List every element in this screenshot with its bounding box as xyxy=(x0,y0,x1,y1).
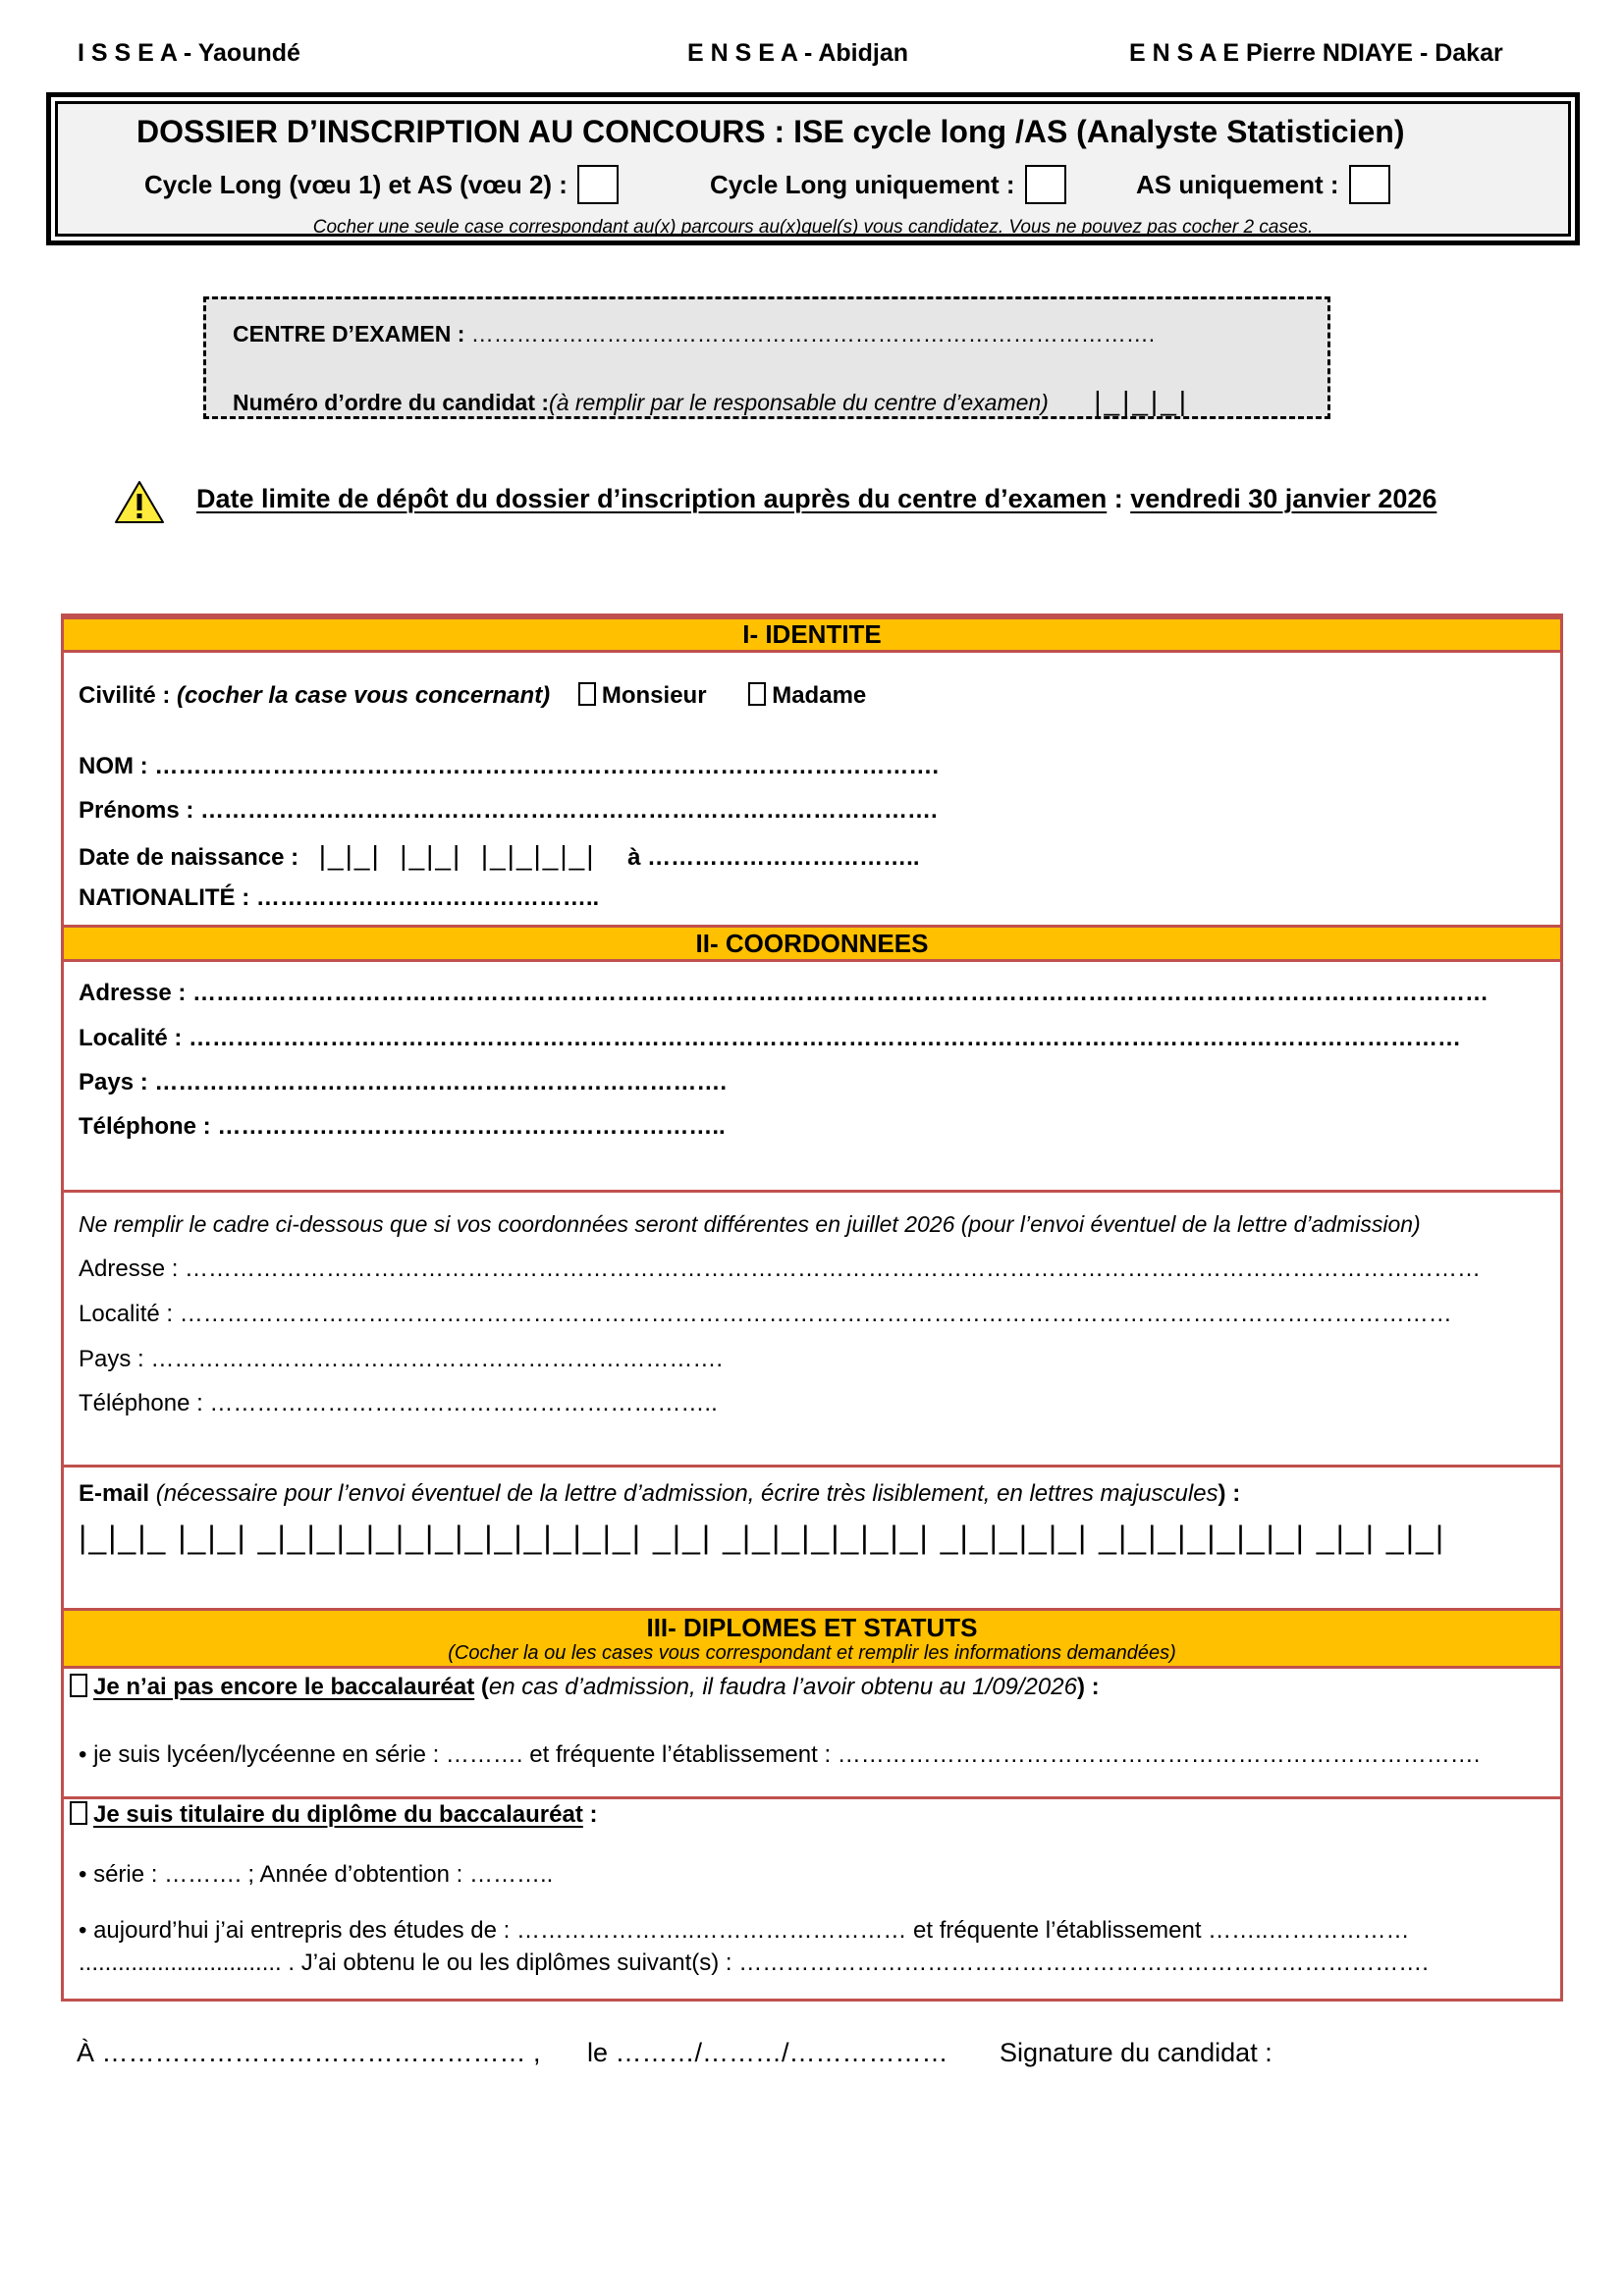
civilite-label: Civilité : xyxy=(79,682,178,709)
email-note: (nécessaire pour l’envoi éventuel de la lettre d’admission, écrire très lisiblement, en lettres majuscules xyxy=(149,1480,1218,1507)
order-number-label: Numéro d’ordre du candidat : xyxy=(233,390,550,415)
deadline-notice xyxy=(196,484,1436,514)
divider xyxy=(64,1190,1560,1193)
deadline-date: vendredi 30 janvier 2026 xyxy=(1130,484,1437,513)
adresse-field[interactable]: Adresse : ………………………………………………………………………………………………………………………………………………… xyxy=(79,980,1489,1006)
institution-issea: I S S E A - Yaoundé xyxy=(78,39,300,67)
nationalite-field[interactable]: NATIONALITÉ : …………………………………….. xyxy=(79,884,600,911)
bac-label: Je suis titulaire du diplôme du baccalauréat xyxy=(93,1801,583,1828)
option-checkbox-cycle-long-only[interactable] xyxy=(1025,165,1066,204)
option-cycle-long-only xyxy=(710,165,1066,204)
bac-diplomes-field[interactable]: ............................... . J’ai obtenu le ou les diplômes suivant(s) : ……………………………………………………………………………. xyxy=(79,1949,1429,1976)
lyceen-field[interactable]: • je suis lycéen/lycéenne en série : ………. et fréquente l’établissement : ………………………………………………………………………. xyxy=(79,1741,1481,1768)
date-naissance-row xyxy=(79,840,920,872)
alt-adresse-field[interactable]: Adresse : ………………………………………………………………………………………………………………………………………………… xyxy=(79,1255,1482,1282)
candidate-order-number-field xyxy=(233,386,1189,417)
section-diplomes-heading xyxy=(64,1608,1560,1669)
no-bac-label: Je n’ai pas encore le baccalauréat xyxy=(93,1674,475,1700)
exam-center-field[interactable] xyxy=(233,321,1155,347)
email-boxes[interactable]: |_|_|_ |_|_| _|_|_|_|_|_|_|_|_|_|_|_|_| _|_| _|_|_|_|_|_|_| _|_|_|_|_| _|_|_|_|_|_|_| _|_| _|_| xyxy=(79,1520,1446,1555)
section-identite-heading: I- IDENTITE xyxy=(64,616,1560,653)
deadline-separator: : xyxy=(1107,484,1131,513)
option-cycle-long-and-as xyxy=(144,165,619,204)
order-number-note: (à remplir par le responsable du centre d’examen) xyxy=(549,390,1049,415)
email-row xyxy=(79,1480,1240,1508)
nom-field[interactable]: NOM : ………………………………………………………………………………………. xyxy=(79,753,939,779)
date-naissance-boxes[interactable]: |_|_| |_|_| |_|_|_|_| xyxy=(318,840,596,871)
no-bac-note: en cas d’admission, il faudra l’avoir obtenu au 1/09/2026 xyxy=(488,1674,1077,1700)
localite-field[interactable]: Localité : ……………………………………………………………………………………………………………………………………………… xyxy=(79,1025,1462,1051)
bac-row: Je suis titulaire du diplôme du baccalauréat : xyxy=(70,1801,597,1829)
email-end: ) : xyxy=(1218,1480,1241,1507)
option-label: AS uniquement : xyxy=(1136,169,1339,199)
option-label: Cycle Long uniquement : xyxy=(710,169,1015,199)
lieu-naissance-field[interactable]: à …………………………….. xyxy=(627,844,920,871)
exam-center-label: CENTRE D’EXAMEN : xyxy=(233,321,465,347)
no-bac-row: Je n’ai pas encore le baccalauréat (en cas d’admission, il faudra l’avoir obtenu au 1/09/2026) : xyxy=(70,1674,1100,1701)
signature-date-field[interactable]: le ………/………/……………… xyxy=(587,2038,948,2067)
deadline-text: Date limite de dépôt du dossier d’inscription auprès du centre d’examen xyxy=(196,484,1108,513)
alt-pays-field[interactable]: Pays : ………………………………………………………………. xyxy=(79,1346,724,1372)
signature-label: Signature du candidat : xyxy=(1000,2038,1272,2067)
divider xyxy=(64,1465,1560,1468)
monsieur-label: Monsieur xyxy=(601,682,707,709)
diplomes-heading-title: III- DIPLOMES ET STATUTS xyxy=(646,1613,978,1642)
order-number-boxes[interactable]: |_|_|_| xyxy=(1094,386,1190,416)
civilite-option-madame[interactable] xyxy=(748,682,866,709)
exam-center-box xyxy=(203,296,1330,419)
telephone-field[interactable]: Téléphone : ……………………………………………………….. xyxy=(79,1113,726,1140)
option-checkbox-cycle-long-and-as[interactable] xyxy=(577,165,619,204)
institution-ensea: E N S E A - Abidjan xyxy=(687,39,909,67)
pays-field[interactable]: Pays : ………………………………………………………………. xyxy=(79,1069,728,1095)
alt-address-note: Ne remplir le cadre ci-dessous que si vos coordonnées seront différentes en juillet 2026 (pour l’envoi éventuel de la lettre d’admission) xyxy=(79,1211,1421,1237)
email-label: E-mail xyxy=(79,1480,150,1507)
civilite-note: (cocher la case vous concernant) xyxy=(177,682,551,709)
divider xyxy=(64,1796,1560,1799)
date-naissance-label: Date de naissance : xyxy=(79,844,299,871)
alt-localite-field[interactable]: Localité : ……………………………………………………………………………………………………………………………………………… xyxy=(79,1301,1452,1327)
bac-etudes-field[interactable]: • aujourd’hui j’ai entrepris des études de : …………………..……………………… et fréquente l’établissement ……..……………… xyxy=(79,1917,1410,1944)
signature-place-field[interactable]: À ………………………………………… , xyxy=(77,2038,541,2067)
registration-form xyxy=(61,614,1563,2002)
checkbox-monsieur[interactable] xyxy=(578,682,596,706)
civilite-row xyxy=(79,682,866,710)
exam-center-dots: ………………………………………………………………………………. xyxy=(464,321,1156,347)
alt-telephone-field[interactable]: Téléphone : ……………………………………………………….. xyxy=(79,1390,718,1416)
civilite-option-monsieur[interactable] xyxy=(578,682,707,709)
checkbox-bac[interactable] xyxy=(70,1801,87,1825)
option-label: Cycle Long (vœu 1) et AS (vœu 2) : xyxy=(144,169,568,199)
section-coordonnees-heading: II- COORDONNEES xyxy=(64,925,1560,962)
option-as-only xyxy=(1136,165,1390,204)
madame-label: Madame xyxy=(772,682,867,709)
checkbox-madame[interactable] xyxy=(748,682,766,706)
prenoms-field[interactable]: Prénoms : …………………………………………………………………………………. xyxy=(79,797,938,824)
diplomes-heading-subtitle: (Cocher la ou les cases vous correspondant et remplir les informations demandées) xyxy=(448,1642,1176,1664)
title-box xyxy=(46,92,1580,245)
option-instruction: Cocher une seule case correspondant au(x) parcours au(x)quel(s) vous candidatez. Vous ne pouvez pas cocher 2 cases. xyxy=(312,217,1314,238)
checkbox-no-bac[interactable] xyxy=(70,1674,87,1697)
page-title: DOSSIER D’INSCRIPTION AU CONCOURS : ISE cycle long /AS (Analyste Statisticien) xyxy=(136,114,1405,149)
institution-ensae: E N S A E Pierre NDIAYE - Dakar xyxy=(1129,39,1503,67)
bac-serie-field[interactable]: • série : ………. ; Année d’obtention : ……….. xyxy=(79,1861,554,1888)
option-checkbox-as-only[interactable] xyxy=(1349,165,1390,204)
warning-icon xyxy=(114,480,165,530)
